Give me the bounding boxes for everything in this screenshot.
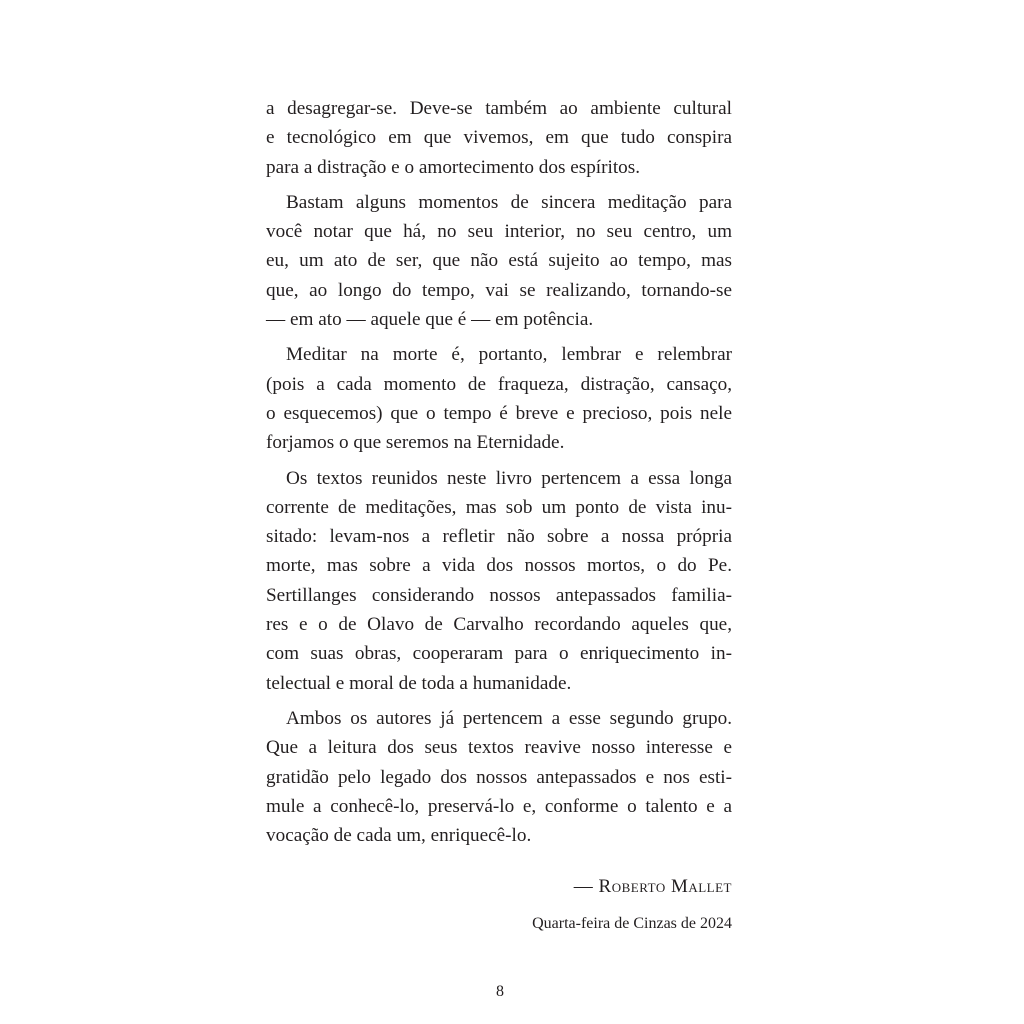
- text-line: mule a conhecê-lo, preservá-lo e, conforme o talento e a: [266, 795, 732, 817]
- text-line: — em ato — aquele que é — em potência.: [266, 309, 594, 331]
- text-line: Meditar na morte é, portanto, lembrar e relembrar: [286, 344, 732, 366]
- paragraph-3: [266, 340, 732, 457]
- text-line: para a distração e o amortecimento dos espíritos.: [266, 156, 641, 178]
- text-line: morte, mas sobre a vida dos nossos mortos, o do Pe.: [266, 555, 732, 577]
- text-line: sitado: levam-nos a refletir não sobre a nossa própria: [266, 526, 732, 548]
- paragraph-2: [266, 188, 732, 334]
- text-line: que, ao longo do tempo, vai se realizando, tornando-se: [266, 279, 732, 301]
- text-line: o esquecemos) que o tempo é breve e precioso, pois nele: [266, 402, 732, 424]
- author-signature: — Roberto Mallet: [573, 876, 732, 897]
- text-line: você notar que há, no seu interior, no seu centro, um: [266, 221, 732, 243]
- text-line: (pois a cada momento de fraqueza, distração, cansaço,: [266, 373, 732, 395]
- text-line: telectual e moral de toda a humanidade.: [266, 672, 572, 694]
- body-text: [266, 94, 732, 856]
- text-line: Sertillanges considerando nossos antepassados familia-: [266, 584, 732, 606]
- paragraph-5: [266, 704, 732, 850]
- paragraph-4: [266, 464, 732, 698]
- text-line: a desagregar-se. Deve-se também ao ambiente cultural: [266, 98, 732, 119]
- signature-date: Quarta-feira de Cinzas de 2024: [532, 915, 732, 932]
- text-line: corrente de meditações, mas sob um ponto de vista inu-: [266, 496, 732, 518]
- text-line: Ambos os autores já pertencem a esse segundo grupo.: [286, 707, 732, 729]
- text-line: gratidão pelo legado dos nossos antepassados e nos esti-: [266, 766, 732, 788]
- paragraph-1: [266, 94, 732, 182]
- text-line: Os textos reunidos neste livro pertencem a essa longa: [286, 467, 732, 489]
- text-line: forjamos o que seremos na Eternidade.: [266, 432, 565, 454]
- text-line: eu, um ato de ser, que não está sujeito ao tempo, mas: [266, 250, 732, 272]
- text-line: res e o de Olavo de Carvalho recordando aqueles que,: [266, 614, 732, 636]
- page-number: 8: [496, 983, 504, 1000]
- text-line: Bastam alguns momentos de sincera meditação para: [286, 191, 732, 213]
- text-line: vocação de cada um, enriquecê-lo.: [266, 825, 532, 847]
- text-line: com suas obras, cooperaram para o enriquecimento in-: [266, 643, 732, 665]
- text-line: Que a leitura dos seus textos reavive nosso interesse e: [266, 737, 732, 759]
- text-line: e tecnológico em que vivemos, em que tudo conspira: [266, 127, 732, 149]
